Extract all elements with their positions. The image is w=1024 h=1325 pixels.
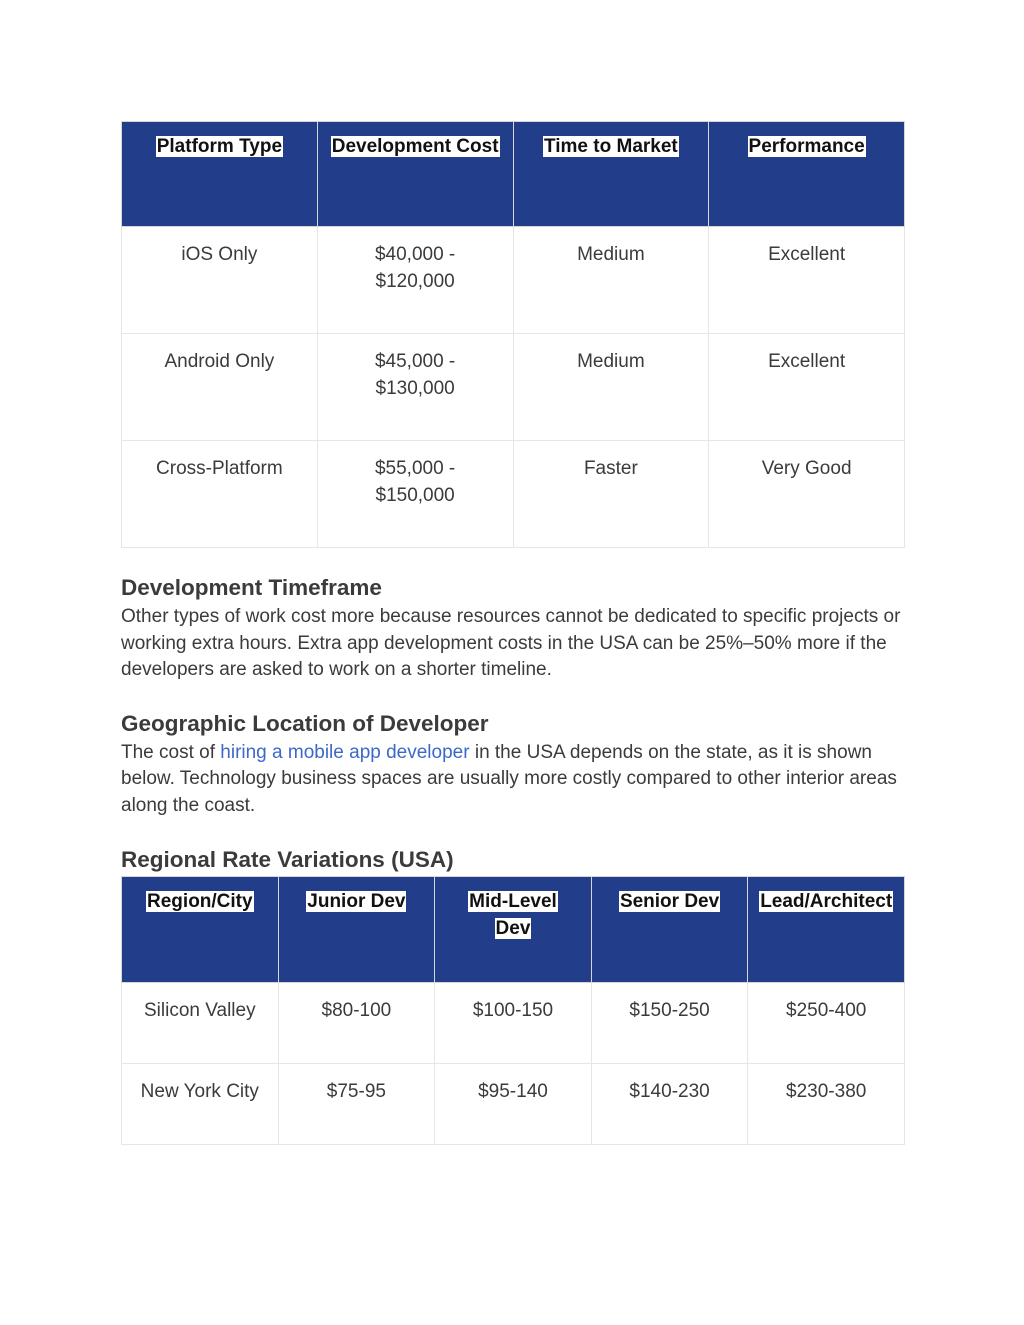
header-region-city: Region/City: [122, 877, 279, 983]
table-cell: $95-140: [435, 1064, 592, 1145]
section-paragraph: Other types of work cost more because resources cannot be dedicated to specific projects or working extra hours. Extra app development costs in the USA can be 25%–50% more if the developers are asked to work on a shorter timeline.: [121, 606, 901, 680]
table-cell: $75-95: [278, 1064, 435, 1145]
section-heading: Geographic Location of Developer: [121, 710, 489, 736]
table-cell: iOS Only: [122, 227, 318, 334]
table-cell: [317, 227, 513, 334]
table-row: [122, 1064, 905, 1145]
table-row: [122, 441, 905, 548]
table-cell: Faster: [513, 441, 709, 548]
hiring-developer-link[interactable]: hiring a mobile app developer: [220, 741, 470, 763]
header-lead-architect: Lead/Architect: [748, 877, 905, 983]
table-header-row: [122, 122, 905, 227]
location-section: [121, 711, 905, 820]
table-row: [122, 983, 905, 1064]
table-cell: Medium: [513, 334, 709, 441]
cell-text: $40,000 - $120,000: [374, 244, 456, 292]
platform-cost-table: [121, 121, 905, 548]
section-heading: Regional Rate Variations (USA): [121, 847, 454, 872]
table-cell: $230-380: [748, 1064, 905, 1145]
table-cell: [317, 334, 513, 441]
section-heading: Development Timeframe: [121, 575, 382, 600]
table-cell: $80-100: [278, 983, 435, 1064]
table-cell: Very Good: [709, 441, 905, 548]
table-row: [122, 334, 905, 441]
cell-text: $45,000 - $130,000: [374, 351, 456, 399]
regional-rate-table: [121, 876, 905, 1145]
cell-text: $55,000 - $150,000: [374, 458, 456, 506]
table-cell: Cross-Platform: [122, 441, 318, 548]
table-cell: $250-400: [748, 983, 905, 1064]
table-cell: Silicon Valley: [122, 983, 279, 1064]
table-cell: $150-250: [591, 983, 748, 1064]
table-cell: New York City: [122, 1064, 279, 1145]
table-row: [122, 227, 905, 334]
table-cell: Android Only: [122, 334, 318, 441]
header-senior-dev: Senior Dev: [591, 877, 748, 983]
header-platform-type: Platform Type: [122, 122, 318, 227]
header-time-to-market: Time to Market: [513, 122, 709, 227]
document-page: [121, 121, 905, 1145]
table-header-row: [122, 877, 905, 983]
header-development-cost: Development Cost: [317, 122, 513, 227]
paragraph-text: in the USA depends on the state, as it is shown below. Technology business spaces are usually more costly compared to other interior areas along the coast.: [121, 741, 897, 816]
header-performance: Performance: [709, 122, 905, 227]
table-cell: Excellent: [709, 227, 905, 334]
section-paragraph: [121, 740, 905, 820]
table-cell: [317, 441, 513, 548]
table-cell: Medium: [513, 227, 709, 334]
table-cell: $100-150: [435, 983, 592, 1064]
table-cell: $140-230: [591, 1064, 748, 1145]
paragraph-text: The cost of: [121, 741, 221, 763]
regional-section: [121, 847, 905, 873]
header-junior-dev: Junior Dev: [278, 877, 435, 983]
table-cell: Excellent: [709, 334, 905, 441]
timeframe-section: [121, 575, 905, 684]
header-mid-level-dev: Mid-Level Dev: [435, 877, 592, 983]
